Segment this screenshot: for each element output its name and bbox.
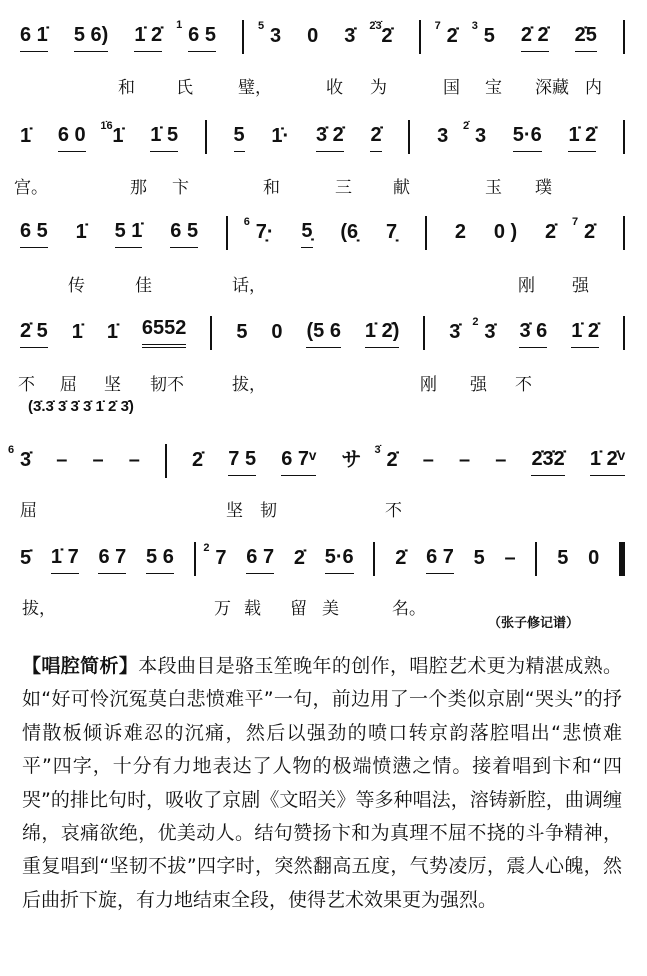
bar-line [205, 120, 207, 154]
bar-line [194, 542, 196, 576]
note: 1̇ 2̇ [571, 319, 599, 348]
lyric-line [0, 370, 647, 394]
grace-note: 3̇ [374, 444, 381, 456]
note: 1̇ [75, 221, 87, 243]
grace-note: 7 [434, 20, 441, 32]
lyric: 三 [335, 178, 352, 198]
lyric: 万 [214, 599, 231, 619]
bar-line [165, 444, 167, 478]
note: 6 0 [58, 123, 86, 152]
note: 0 [307, 25, 319, 47]
note: 2̇ 2̇ [521, 23, 549, 52]
note: 5 [236, 321, 248, 343]
note: 3 [437, 125, 449, 147]
note: – [92, 449, 104, 471]
bar-line [210, 316, 212, 350]
note: 2̇ [370, 123, 381, 152]
note: 2̇ [395, 547, 407, 569]
note: 6 5 [170, 219, 198, 248]
note: – [504, 547, 516, 569]
bar-line [423, 316, 425, 350]
note: 1̇ 2̇ᵛ [590, 447, 625, 476]
lyric: 璞 [535, 178, 552, 198]
note: 5 6) [74, 23, 108, 52]
note: 1̇ 2̇) [365, 319, 399, 348]
note: 7̣· 6 [256, 220, 274, 248]
lyric: 卞 [172, 178, 189, 198]
note: 2̇ [545, 221, 557, 243]
note: – [128, 449, 140, 471]
grace-note: 2 [472, 316, 479, 328]
lyric: 载 [244, 599, 261, 619]
bar-line [242, 20, 244, 54]
lyric-line [0, 73, 647, 97]
note: 6 7 [98, 545, 126, 574]
grace-note: 7 [571, 216, 579, 228]
note: サ [341, 449, 362, 471]
analysis-paragraph [22, 650, 622, 917]
bar-line [425, 216, 427, 250]
final-bar-line [619, 542, 625, 576]
note: 1̇ 2̇ [134, 23, 162, 52]
note: 6 7 [246, 545, 274, 574]
grace-note: 1 [176, 19, 183, 31]
lyric: 强 [572, 276, 589, 296]
analysis-body: 本段曲目是骆玉笙晚年的创作，唱腔艺术更为精湛成熟。如“好可怜沉冤莫白悲愤难平”一句，前边用了一个类似京剧“哭头”的抒情散板倾诉难忍的沉痛，然后以强劲的喷口转京韵落腔唱出“悲愤难平”四字，十分有力地表达了人物的极端愤懑之情。接着唱到卞和“四哭”的排比句时，吸收了京剧《文昭关》等多种唱法，溶铸新腔，曲调缠绵，哀痛欲绝，优美动人。结句赞扬卞和为真理不屈不挠的斗争精神，重复唱到“坚韧不拔”四字时，突然翻高五度，气势凌厉，震人心魄，然后曲折下旋，有力地结束全段，使得艺术效果更为强烈。 [22, 655, 622, 911]
notation-line [20, 122, 625, 152]
lyric: 名。 [392, 599, 426, 619]
note: 5·6 [513, 123, 542, 152]
lyric: 传 [68, 276, 85, 296]
lyric: 韧不 [150, 375, 184, 395]
lyric: 璧， [238, 78, 272, 98]
notation-line [20, 218, 625, 248]
lyric: 话， [232, 276, 266, 296]
note: 1̇ [71, 321, 83, 343]
grace-note: 2̇3̇ [369, 20, 382, 32]
lyric: 国 [443, 78, 460, 98]
lyric: 拔， [232, 375, 266, 395]
note: 2̇5 [575, 23, 597, 52]
note: 3 5 [270, 24, 281, 52]
note: 1̇ 5 [150, 123, 178, 152]
lyric: 深藏 [535, 78, 569, 98]
notation-line [20, 544, 625, 574]
grace-note: 3 [471, 20, 478, 32]
lyric: 氏 [176, 78, 193, 98]
note: 1̇ [20, 125, 32, 147]
note: 5 6 [146, 545, 174, 574]
lyric: 和 [263, 178, 280, 198]
lyric: 坚 [104, 375, 121, 395]
bar-line [623, 20, 625, 54]
notation-line [20, 318, 625, 348]
lyric-line [0, 496, 647, 520]
note: (5 6 [306, 319, 340, 348]
lyric: 为 [370, 78, 387, 98]
note: 6 5 [20, 219, 48, 248]
bar-line [408, 120, 410, 154]
grace-note: 6 [243, 216, 250, 228]
note: 3̇ 2 [484, 320, 495, 348]
note: 1̇ 2̇ [568, 123, 596, 152]
note: 0 [588, 547, 600, 569]
note: 6552 [142, 316, 187, 348]
bar-line [373, 542, 375, 576]
grace-note: 1̇6 [100, 120, 113, 132]
note: 1̇· [271, 125, 290, 147]
lyric: 屈 [20, 501, 37, 521]
lyric: 宫。 [14, 178, 48, 198]
notation-line [20, 19, 625, 52]
note: 1̇ 7 [51, 545, 79, 574]
bar-line [623, 216, 625, 250]
note: 5 [234, 123, 245, 152]
note: 7 5 [228, 447, 256, 476]
lyric-line [0, 271, 647, 295]
lyric: 拔， [22, 599, 56, 619]
note: 3̇ [344, 25, 356, 47]
lyric: 不 [18, 375, 35, 395]
note: 2 [454, 221, 466, 243]
lyric: 宝 [485, 78, 502, 98]
note: 2̇ 7 [447, 24, 458, 52]
lyric: 和 [118, 78, 135, 98]
lyric: 内 [585, 78, 602, 98]
lyric: 刚 [518, 276, 535, 296]
notation-line [8, 444, 625, 476]
lyric: 收 [326, 78, 343, 98]
note: – [56, 449, 68, 471]
note: 2̇ [192, 449, 204, 471]
note: 7̣ [386, 221, 398, 243]
lyric: 坚 [226, 501, 243, 521]
lyric-line [0, 173, 647, 197]
note: 3̇ 6 [519, 319, 547, 348]
note: 3̇ 6 [20, 448, 31, 476]
lyric: 佳 [135, 276, 152, 296]
grace-note: 5 [257, 20, 265, 32]
lyric: 美 [322, 599, 339, 619]
note: 1̇ 1̇6 [112, 124, 123, 152]
note: 2̇3̇2̇ [531, 447, 564, 476]
transcriber-credit: （张子修记谱） [488, 616, 580, 631]
note: 3̇ 2̇ [316, 123, 344, 152]
lyric: 那 [130, 178, 147, 198]
note: 6 5 1 [188, 23, 216, 52]
note: 6 7ᵛ [281, 447, 316, 476]
lyric: 韧 [260, 501, 277, 521]
lyric: 玉 [485, 178, 502, 198]
bar-line [226, 216, 228, 250]
note: – [458, 449, 471, 471]
note: 2̇ 3̇ [387, 448, 398, 476]
bar-line [623, 120, 625, 154]
analysis-heading: 【唱腔简析】 [22, 655, 139, 677]
note: 5 3 [484, 24, 495, 52]
note: 2̇ 7 [584, 220, 595, 248]
grace-note: 6 [8, 444, 15, 456]
note: 2̇ [293, 547, 305, 569]
grace-note: 2 [203, 542, 210, 554]
note: 6 7 [426, 545, 454, 574]
note: 2̇ 2̇3̇ [381, 24, 392, 52]
lyric: 不 [515, 375, 532, 395]
grace-phrase: (3̇.3̇ 3̇ 3̇ 3̇ 1̇ 2̇ 3̇) [28, 398, 134, 415]
note: 5 [473, 547, 485, 569]
lyric: 刚 [420, 375, 437, 395]
note: 0 [271, 321, 283, 343]
note: (6̣ [340, 221, 359, 243]
lyric: 屈 [60, 375, 77, 395]
lyric: 不 [385, 501, 402, 521]
note: 5̇ [20, 547, 32, 569]
bar-line [535, 542, 537, 576]
note: 3̇ [449, 321, 461, 343]
grace-note: 2̇ [462, 120, 470, 132]
note: 5·6 [325, 545, 354, 574]
note: 6 1̇ [20, 23, 48, 52]
note: 5̣ [301, 219, 312, 248]
note: – [422, 449, 434, 471]
note: – [495, 449, 507, 471]
note: 5 [557, 547, 569, 569]
note: 1̇ [106, 321, 118, 343]
lyric: 献 [393, 178, 410, 198]
lyric: 强 [470, 375, 487, 395]
note: 3 2̇ [475, 124, 486, 152]
lyric: 留 [290, 599, 307, 619]
note: 7 2 [215, 546, 226, 574]
note: 2̇ 5 [20, 319, 48, 348]
bar-line [419, 20, 421, 54]
note: 0 ) [493, 221, 518, 243]
note: 5 1̇ [115, 219, 143, 248]
bar-line [623, 316, 625, 350]
